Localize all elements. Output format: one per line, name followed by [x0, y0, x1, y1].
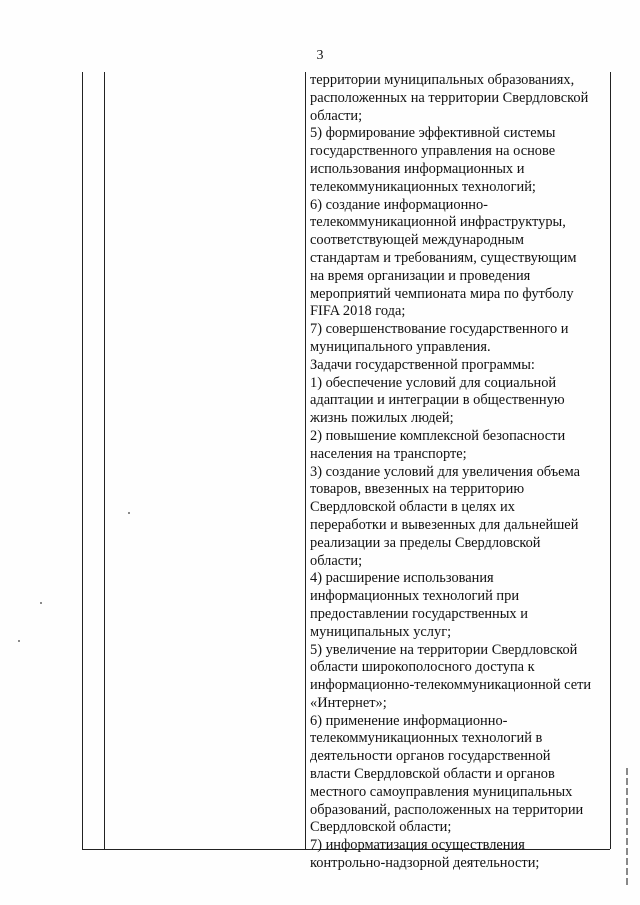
text-line: муниципального управления.	[310, 338, 491, 355]
text-line: образований, расположенных на территории	[310, 801, 584, 818]
text-line: Задачи государственной программы:	[310, 356, 535, 373]
text-line: 6) применение информационно-	[310, 712, 508, 729]
text-line: 4) расширение использования	[310, 570, 494, 587]
text-line: информационно-телекоммуникационной сети	[310, 677, 592, 694]
text-line: Свердловской области в целях их	[310, 499, 515, 516]
text-line: 3) создание условий для увеличения объема	[310, 463, 580, 480]
text-line: использования информационных и	[310, 160, 525, 177]
text-line: телекоммуникационной инфраструктуры,	[310, 214, 566, 231]
text-line: области;	[310, 107, 363, 124]
text-line: предоставлении государственных и	[310, 605, 528, 622]
text-line: адаптации и интеграции в общественную	[310, 392, 565, 409]
parameter-name-cell	[105, 72, 306, 849]
text-line: местного самоуправления муниципальных	[310, 783, 573, 800]
text-line: власти Свердловской области и органов	[310, 766, 555, 783]
text-line: контрольно-надзорной деятельности;	[310, 855, 540, 872]
text-line: населения на транспорте;	[310, 445, 467, 462]
scan-speck	[128, 512, 130, 514]
text-line: 6) создание информационно-	[310, 196, 488, 213]
text-line: товаров, ввезенных на территорию	[310, 481, 525, 498]
text-line: территории муниципальных образованиях,	[310, 72, 575, 88]
text-line: переработки и вывезенных для дальнейшей	[310, 516, 579, 533]
text-line: на время организации и проведения	[310, 267, 531, 284]
program-table	[82, 72, 610, 872]
text-line: деятельности органов государственной	[310, 748, 551, 765]
text-line: телекоммуникационных технологий в	[310, 730, 543, 747]
row-number-cell	[83, 72, 105, 849]
text-line: «Интернет»;	[310, 694, 387, 711]
text-line: 7) информатизация осуществления	[310, 837, 525, 854]
text-line: FIFA 2018 года;	[310, 303, 406, 320]
text-line: расположенных на территории Свердловской	[310, 89, 589, 106]
text-line: жизнь пожилых людей;	[310, 410, 454, 427]
text-line: Свердловской области;	[310, 819, 452, 836]
text-line: области широкополосного доступа к	[310, 659, 535, 676]
scan-speck	[18, 640, 20, 642]
scan-edge-mark	[626, 768, 628, 886]
parameter-content-cell	[306, 72, 611, 872]
page-number: 3	[316, 48, 324, 63]
text-line: телекоммуникационных технологий;	[310, 178, 536, 195]
text-line: информационных технологий при	[310, 588, 520, 605]
text-line: государственного управления на основе	[310, 143, 556, 160]
text-line: муниципальных услуг;	[310, 623, 452, 640]
text-line: 7) совершенствование государственного и	[310, 321, 569, 338]
text-line: 5) формирование эффективной системы	[310, 125, 556, 142]
text-line: стандартам и требованиям, существующим	[310, 249, 577, 266]
text-line: 5) увеличение на территории Свердловской	[310, 641, 578, 658]
text-line: 1) обеспечение условий для социальной	[310, 374, 557, 391]
text-line: 2) повышение комплексной безопасности	[310, 427, 566, 444]
text-line: реализации за пределы Свердловской	[310, 534, 541, 551]
text-line: области;	[310, 552, 363, 569]
content-text	[310, 72, 610, 873]
text-line: мероприятий чемпионата мира по футболу	[310, 285, 574, 302]
text-line: соответствующей международным	[310, 232, 524, 249]
scan-speck	[40, 602, 42, 604]
